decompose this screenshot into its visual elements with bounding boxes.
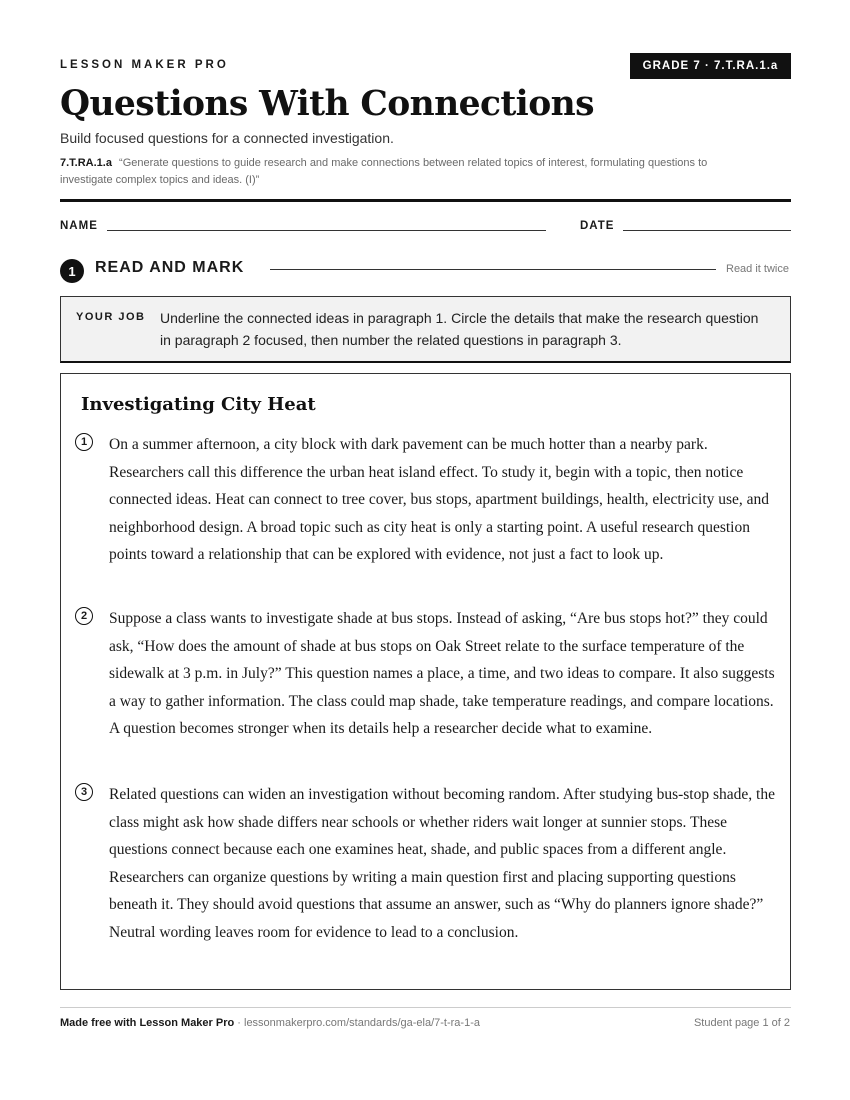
section-number-badge: 1: [60, 259, 84, 283]
instructions-box: [60, 296, 791, 363]
paragraph-text-1: On a summer afternoon, a city block with dark pavement can be much hotter than a nearby park. Researchers call this difference the urban heat island effect. To study it, begin with a topic, then notice connected ideas. Heat can connect to tree cover, bus stops, apartment buildings, health, electricity use, and neighborhood design. A broad topic such as city heat is only a starting point. A useful research question points toward a relationship that can be explored with evidence, not just a fact to look up.: [109, 436, 770, 564]
standard-text: “Generate questions to guide research and make connections between related topics of interest, formulating questions to investigate complex topics and ideas. (I)”: [60, 157, 708, 186]
instructions-text: Underline the connected ideas in paragraph 1. Circle the details that make the research question in paragraph 2 focused, then number the related questions in paragraph 3.: [160, 310, 759, 348]
name-field[interactable]: [107, 230, 546, 231]
footer-made-with: Made free with Lesson Maker Pro: [60, 1017, 235, 1029]
brand-name: LESSON MAKER PRO: [60, 59, 229, 71]
paragraph-number-2: 2: [75, 607, 93, 625]
section-title: READ AND MARK: [95, 259, 245, 276]
paragraph-text-2: Suppose a class wants to investigate shade at bus stops. Instead of asking, “Are bus stops hot?” they could ask, “How does the amount of shade at bus stops on Oak Street relate to the surface temperature of the sidewalk at 3 p.m. in July?” This question names a place, a time, and two ideas to compare. It also suggests a way to gather information. The class could map shade, take temperature readings, and compare locations. A question becomes stronger when its details help a researcher decide what to examine.: [109, 610, 775, 738]
name-label: NAME: [60, 220, 98, 232]
footer-credit: [60, 1017, 480, 1029]
passage-title: Investigating City Heat: [81, 394, 316, 415]
section-note: Read it twice: [726, 263, 789, 275]
date-label: DATE: [580, 220, 615, 232]
footer-url[interactable]: · lessonmakerpro.com/standards/ga-ela/7-t-ra-1-a: [234, 1017, 480, 1029]
standard-description: [60, 155, 760, 189]
standard-code: 7.T.RA.1.a: [60, 157, 112, 169]
section-divider: [270, 269, 716, 270]
date-field[interactable]: [623, 230, 791, 231]
page-subtitle: Build focused questions for a connected investigation.: [60, 130, 394, 146]
header-divider: [60, 199, 791, 202]
paragraph-text-3: Related questions can widen an investigation without becoming random. After studying bus-stop shade, the class might ask how shade differs near schools or whether riders wait longer at sunnier stops. These questions connect because each one examines heat, shade, and public spaces from a different angle. Researchers can organize questions by writing a main question first and placing supporting questions beneath it. They should avoid questions that assume an answer, such as “Why do planners ignore shade?” Neutral wording leaves room for evidence to lead to a conclusion.: [109, 786, 775, 941]
page-title: Questions With Connections: [60, 84, 594, 124]
footer-page-number: Student page 1 of 2: [693, 1017, 790, 1029]
instructions-label: YOUR JOB: [76, 311, 146, 323]
paragraph-number-3: 3: [75, 783, 93, 801]
footer-divider: [60, 1007, 791, 1008]
grade-badge: GRADE 7 · 7.T.RA.1.a: [630, 53, 791, 79]
paragraph-number-1: 1: [75, 433, 93, 451]
reading-passage: [60, 373, 791, 990]
